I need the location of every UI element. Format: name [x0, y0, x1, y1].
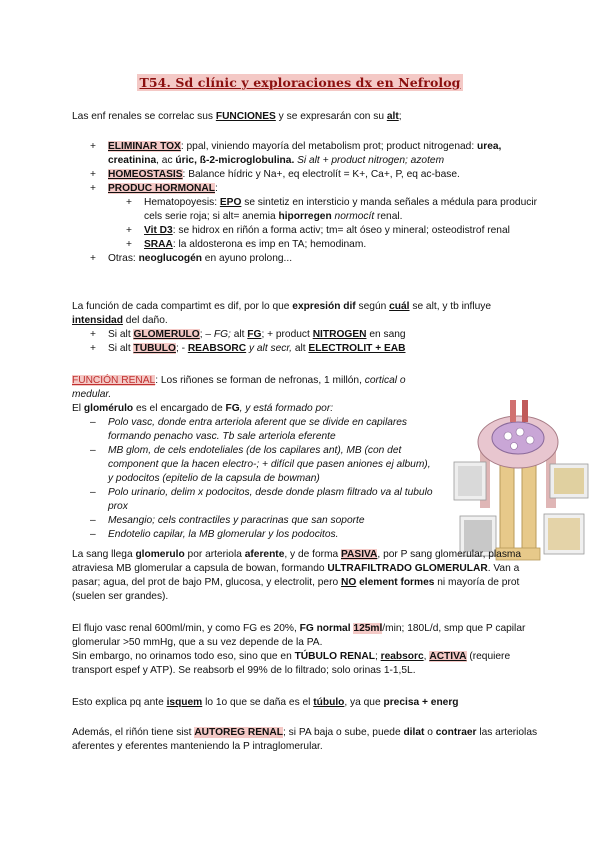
- cual-term: cuál: [389, 301, 410, 312]
- reabsorc-term: REABSORC: [187, 343, 247, 354]
- text: El: [72, 403, 84, 414]
- text: Sin embargo, no orinamos todo eso, sino que en: [72, 651, 295, 662]
- list-marker: +: [90, 329, 96, 340]
- dash-marker: –: [90, 445, 96, 456]
- text: ;: [374, 651, 381, 662]
- activa-term: ACTIVA: [429, 651, 467, 662]
- bold-text: precisa + energ: [383, 697, 459, 708]
- italic-note: Si alt + product nitrogen; azotem: [294, 155, 445, 166]
- text: : Los riñones se forman de nefronas, 1 millón,: [155, 375, 362, 386]
- bold-text: glomérulo: [83, 403, 134, 414]
- bold-text: neoglucogén: [138, 253, 202, 264]
- sublist-marker: +: [126, 197, 132, 208]
- text: según: [355, 301, 390, 312]
- electrolit-term: ELECTROLIT + EAB: [308, 343, 406, 354]
- glomerulo-part-item: [72, 486, 434, 514]
- bold-text: aferente: [244, 549, 285, 560]
- list-marker: +: [90, 343, 96, 354]
- text: : ppal, viniendo mayoría del metabolism prot; product nitrogenad:: [180, 141, 475, 152]
- funciones-term: FUNCIONES: [215, 111, 276, 122]
- fg-value: 125ml: [353, 623, 383, 634]
- reabsorc-term: reabsorc: [380, 651, 424, 662]
- list-item-tubulo: [72, 342, 542, 356]
- text: :: [214, 183, 218, 194]
- text: , ac: [156, 155, 176, 166]
- intensidad-term: intensidad: [72, 315, 123, 326]
- dash-marker: –: [90, 417, 96, 428]
- sraa-label: SRAA: [144, 239, 173, 250]
- page-title: T54. Sd clínic y exploraciones dx en Nefrolog: [139, 75, 461, 90]
- bold-text: dilat: [403, 727, 425, 738]
- text: las arteriolas aferentes y eferentes manteniendo la P intraglomerular.: [72, 727, 538, 752]
- dash-marker: –: [90, 487, 96, 498]
- list-item-glomerulo: [72, 328, 542, 342]
- italic-text: – FG;: [205, 329, 231, 340]
- bold-text: FG normal: [299, 623, 351, 634]
- text: y se expresarán con su: [275, 111, 387, 122]
- text: El flujo vasc renal 600ml/min, y como FG es 20%,: [72, 623, 300, 634]
- autoreg-term: AUTOREG RENAL: [194, 727, 283, 738]
- epo-label: EPO: [219, 197, 242, 208]
- glomerulo-part-item: [72, 444, 434, 486]
- glomerulo-part-item: [72, 514, 434, 528]
- glomerulo-label: GLOMERULO: [133, 329, 200, 340]
- bold-text: element formes: [356, 577, 435, 588]
- title-wrap: [0, 74, 600, 91]
- text: ; si PA baja o sube, puede: [283, 727, 404, 738]
- intro-paragraph: [72, 110, 542, 124]
- text: ; -: [175, 343, 188, 354]
- nitrogen-term: NITROGEN: [312, 329, 367, 340]
- list-item-otras: [72, 252, 542, 266]
- tox-label: ELIMINAR TOX: [108, 141, 181, 152]
- text: alt: [292, 343, 309, 354]
- list-item-homeostasis: [72, 168, 542, 182]
- vitd-label: Vit D3: [144, 225, 173, 236]
- pasiva-term: PASIVA: [341, 549, 378, 560]
- alt-term: alt: [386, 111, 399, 122]
- list-marker: +: [90, 183, 96, 194]
- bold-text: expresión dif: [292, 301, 356, 312]
- item-text: Mesangio; cels contractiles y paracrinas que san soporte: [108, 515, 365, 526]
- list-marker: +: [90, 253, 96, 264]
- italic-text: cortical o medular.: [72, 375, 406, 400]
- text: : la aldosterona es imp en TA; hemodinam.: [172, 239, 367, 250]
- sublist-item-sraa: [72, 238, 542, 252]
- text: Además, el riñón tiene sist: [72, 727, 195, 738]
- bold-text: FG: [225, 403, 240, 414]
- fg-term: FG: [247, 329, 262, 340]
- functions-list: [72, 140, 542, 266]
- text: es el encargado de: [133, 403, 226, 414]
- text: . Van a pasar; agua, del prot de bajo PM, glucosa, y electrolit, pero: [72, 563, 520, 588]
- text: (requiere transport espef y ATP). Se reabsorb el 99% de lo filtrado; solo orinas 1-1,5L.: [72, 651, 511, 676]
- funcion-renal-heading: FUNCIÓN RENAL: [72, 375, 156, 386]
- list-marker: +: [90, 141, 96, 152]
- filtration-paragraph: [72, 548, 542, 604]
- list-item-tox: [72, 140, 542, 168]
- italic-text: normocít: [331, 211, 375, 222]
- item-text: Polo urinario, delim x podocitos, desde donde plasm filtrado va al tubulo prox: [108, 487, 433, 512]
- isquem-term: isquem: [166, 697, 203, 708]
- text: La sang llega: [72, 549, 136, 560]
- text: en ayuno prolong...: [201, 253, 293, 264]
- text: ni mayoría de prot (suelen ser grandes).: [72, 577, 520, 602]
- text: Si alt: [108, 343, 134, 354]
- text: : Balance hídric y Na+, eq electrolít = K+, Ca+, P, eq ac-base.: [182, 169, 460, 180]
- sublist-item-epo: [72, 196, 542, 224]
- item-text: Polo vasc, donde entra arteriola aferent que se divide en capilares formando penacho vasc. Tb sale arteriola eferente: [108, 417, 408, 442]
- italic-text: , y está formado por:: [239, 403, 334, 414]
- text: Hematopoyesis:: [144, 197, 220, 208]
- text: /min; 180L/d, smp que P capilar glomerular >50 mmHg, que a su vez depende de la PA.: [72, 623, 526, 648]
- text: por arteriola: [184, 549, 245, 560]
- text: se sintetiz en intersticio y manda señales a médula para producir cels serie roja; si alt= anemia: [144, 197, 537, 222]
- flow-paragraph: [72, 622, 542, 678]
- text: ; + product: [261, 329, 313, 340]
- bold-text: contraer: [435, 727, 477, 738]
- sublist-marker: +: [126, 239, 132, 250]
- hormonal-label: PRODUC HORMONAL: [108, 183, 215, 194]
- text: renal.: [374, 211, 403, 222]
- homeostasis-label: HOMEOSTASIS: [108, 169, 183, 180]
- bold-text: glomerulo: [135, 549, 185, 560]
- text: Las enf renales se correlac sus: [72, 111, 216, 122]
- bold-text: úric, ß-2-microglobulina.: [175, 155, 295, 166]
- funcion-renal-section: [72, 374, 434, 542]
- list-item-hormonal: [72, 182, 542, 196]
- item-text: Endotelio capilar, la MB glomerular y los podocitos.: [108, 529, 339, 540]
- no-term: NO: [341, 577, 357, 588]
- text: lo 1o que se daña es el: [202, 697, 314, 708]
- text: ,: [423, 651, 430, 662]
- list-marker: +: [90, 169, 96, 180]
- text: del daño.: [122, 315, 168, 326]
- text: en sang: [366, 329, 406, 340]
- text: , ya que: [344, 697, 384, 708]
- text: , y de forma: [284, 549, 341, 560]
- sublist-item-vitd: [72, 224, 542, 238]
- text: , por P sang glomerular, plasma atraviesa MB glomerular a capsula de bowan, formando: [72, 549, 522, 574]
- dash-marker: –: [90, 529, 96, 540]
- tubulo-label: TUBULO: [133, 343, 176, 354]
- glomerulo-part-item: [72, 528, 434, 542]
- autoreg-paragraph: [72, 726, 542, 754]
- compartments-paragraph: [72, 300, 542, 356]
- text: ;: [199, 329, 206, 340]
- isquemia-paragraph: [72, 696, 542, 710]
- text: o: [424, 727, 436, 738]
- text: ;: [398, 111, 402, 122]
- italic-text: y alt secr,: [246, 343, 292, 354]
- text: se alt, y tb influye: [409, 301, 492, 312]
- text: Esto explica pq ante: [72, 697, 167, 708]
- item-text: MB glom, de cels endoteliales (de los capilares ant), MB (con det component que la hacen electro-; + difícil que pasen aniones ej album), y podocitos (epitelio de la capsula de bowman): [108, 445, 431, 484]
- text: : se hidrox en riñón a forma activ; tm= alt óseo y mineral; osteodistrof renal: [172, 225, 510, 236]
- text: La función de cada compartimt es dif, por lo que: [72, 301, 293, 312]
- text: alt: [230, 329, 248, 340]
- bold-text: TÚBULO RENAL: [294, 651, 375, 662]
- text: Otras:: [108, 253, 139, 264]
- sublist-marker: +: [126, 225, 132, 236]
- dash-marker: –: [90, 515, 96, 526]
- text: Si alt: [108, 329, 134, 340]
- bold-text: hiporregen: [278, 211, 332, 222]
- glomerulo-part-item: [72, 416, 434, 444]
- tubulo-term: túbulo: [313, 697, 345, 708]
- bold-text: urea, creatinina: [108, 141, 502, 166]
- bold-text: ULTRAFILTRADO GLOMERULAR: [327, 563, 488, 574]
